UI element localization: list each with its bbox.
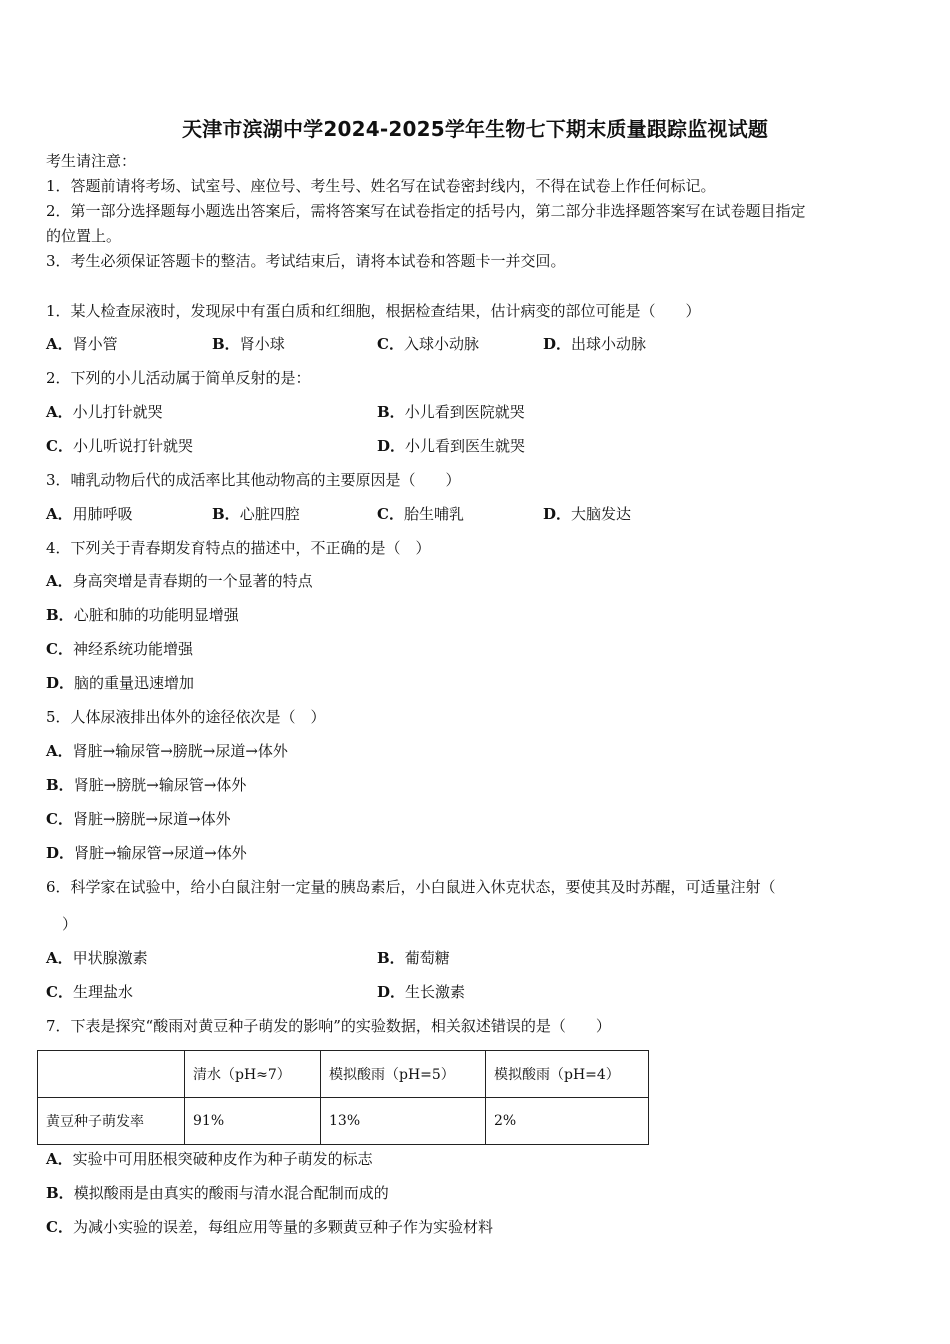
question-stem: 6．科学家在试验中，给小白鼠注射一定量的胰岛素后，小白鼠进入休克状态，要使其及时苏醒，可适量注射（ <box>46 878 776 896</box>
option-c[interactable]: C．胎生哺乳 <box>377 505 464 523</box>
notice-item: 2．第一部分选择题每小题选出答案后，需将答案写在试卷指定的括号内，第二部分非选择题答案写在试卷题目指定 <box>46 202 806 220</box>
data-table <box>37 1050 649 1145</box>
option-a[interactable]: A．身高突增是青春期的一个显著的特点 <box>46 572 313 590</box>
option-b[interactable]: B．心脏四腔 <box>212 505 300 523</box>
option-b[interactable]: B．肾小球 <box>212 335 285 353</box>
option-b[interactable]: B．葡萄糖 <box>377 949 450 967</box>
option-c[interactable]: C．为减小实验的误差，每组应用等量的多颗黄豆种子作为实验材料 <box>46 1218 493 1236</box>
notice-heading: 考生请注意： <box>46 152 137 170</box>
option-a[interactable]: A．肾脏→输尿管→膀胱→尿道→体外 <box>46 742 288 760</box>
option-c[interactable]: C．小儿听说打针就哭 <box>46 437 193 455</box>
notice-item: 1．答题前请将考场、试室号、座位号、考生号、姓名写在试卷密封线内，不得在试卷上作任何标记。 <box>46 177 716 195</box>
notice-item: 的位置上。 <box>46 227 122 245</box>
table-cell: 13% <box>321 1098 486 1145</box>
option-d[interactable]: D．出球小动脉 <box>543 335 647 353</box>
option-a[interactable]: A．肾小管 <box>46 335 118 353</box>
option-d[interactable]: D．小儿看到医生就哭 <box>377 437 526 455</box>
question-stem: 5．人体尿液排出体外的途径依次是（ ） <box>46 708 326 726</box>
option-b[interactable]: B．心脏和肺的功能明显增强 <box>46 606 239 624</box>
option-c[interactable]: C．神经系统功能增强 <box>46 640 193 658</box>
question-stem: 4．下列关于青春期发育特点的描述中，不正确的是（ ） <box>46 539 431 557</box>
option-d[interactable]: D．脑的重量迅速增加 <box>46 674 195 692</box>
table-cell: 2% <box>486 1098 649 1145</box>
option-a[interactable]: A．实验中可用胚根突破种皮作为种子萌发的标志 <box>46 1150 373 1168</box>
option-b[interactable]: B．模拟酸雨是由真实的酸雨与清水混合配制而成的 <box>46 1184 389 1202</box>
option-c[interactable]: C．生理盐水 <box>46 983 133 1001</box>
option-d[interactable]: D．大脑发达 <box>543 505 632 523</box>
question-stem: 3．哺乳动物后代的成活率比其他动物高的主要原因是（ ） <box>46 471 461 489</box>
notice-item: 3．考生必须保证答题卡的整洁。考试结束后，请将本试卷和答题卡一并交回。 <box>46 252 566 270</box>
table-cell <box>38 1051 185 1098</box>
option-c[interactable]: C．肾脏→膀胱→尿道→体外 <box>46 810 231 828</box>
option-a[interactable]: A．用肺呼吸 <box>46 505 133 523</box>
option-d[interactable]: D．肾脏→输尿管→尿道→体外 <box>46 844 247 862</box>
question-stem: 2．下列的小儿活动属于简单反射的是： <box>46 369 311 387</box>
question-stem: 1．某人检查尿液时，发现尿中有蛋白质和红细胞，根据检查结果，估计病变的部位可能是（ ） <box>46 302 701 320</box>
option-c[interactable]: C．入球小动脉 <box>377 335 479 353</box>
option-a[interactable]: A．小儿打针就哭 <box>46 403 163 421</box>
table-row <box>38 1098 649 1145</box>
option-d[interactable]: D．生长激素 <box>377 983 466 1001</box>
table-cell: 黄豆种子萌发率 <box>38 1098 185 1145</box>
option-a[interactable]: A．甲状腺激素 <box>46 949 148 967</box>
question-stem-cont: ） <box>62 915 78 933</box>
table-cell: 清水（pH≈7） <box>185 1051 321 1098</box>
table-cell: 91% <box>185 1098 321 1145</box>
table-header-row <box>38 1051 649 1098</box>
option-b[interactable]: B．肾脏→膀胱→输尿管→体外 <box>46 776 247 794</box>
question-stem: 7．下表是探究“酸雨对黄豆种子萌发的影响”的实验数据，相关叙述错误的是（ ） <box>46 1017 611 1035</box>
option-b[interactable]: B．小儿看到医院就哭 <box>377 403 525 421</box>
page-title: 天津市滨湖中学2024-2025学年生物七下期末质量跟踪监视试题 <box>181 117 769 141</box>
table-cell: 模拟酸雨（pH=4） <box>486 1051 649 1098</box>
table-cell: 模拟酸雨（pH=5） <box>321 1051 486 1098</box>
